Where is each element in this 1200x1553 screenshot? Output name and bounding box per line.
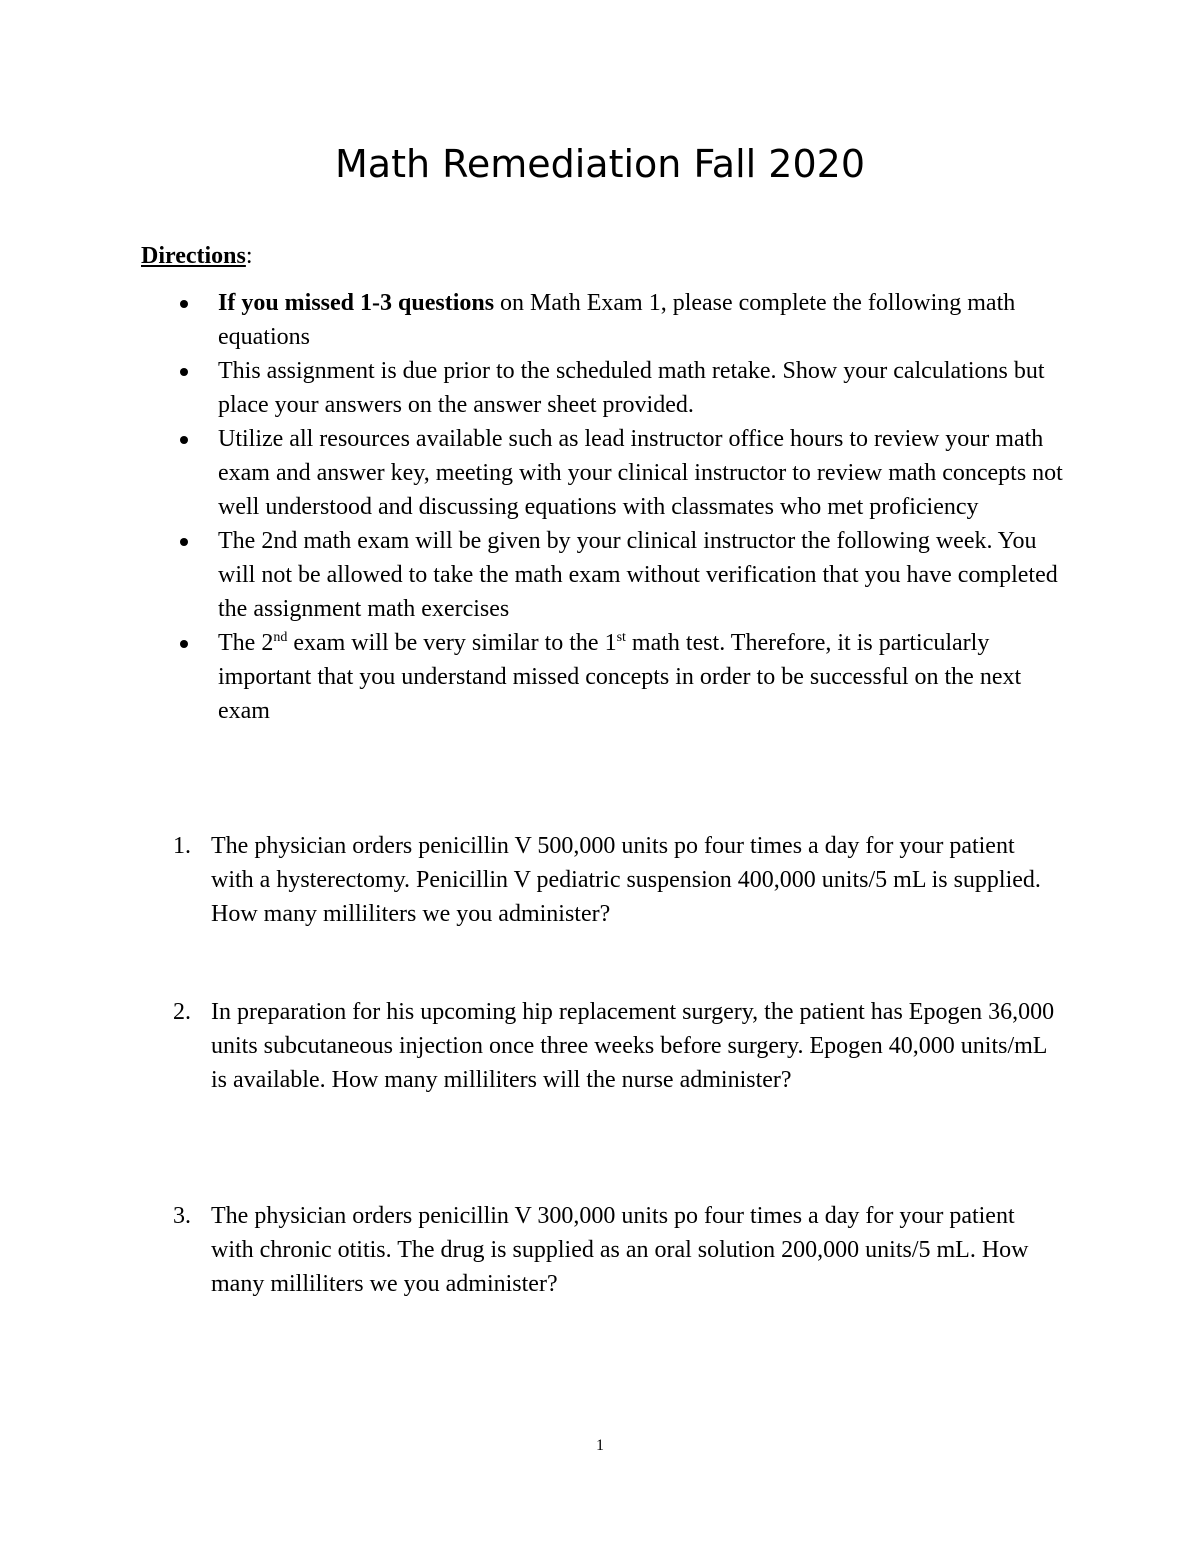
- directions-item-text-part: math test. Therefore, it is particularly important that you understand missed concepts in order to be successful on the next exam: [218, 630, 1022, 724]
- ordinal-suffix: st: [616, 630, 626, 645]
- directions-item-text-part: The 2: [218, 630, 274, 656]
- bullet-icon: [180, 538, 188, 546]
- directions-colon: :: [245, 243, 253, 269]
- directions-list: [174, 286, 1074, 728]
- bullet-icon: [180, 640, 188, 648]
- page-number: 1: [596, 1437, 604, 1454]
- directions-item-text-part: exam will be very similar to the 1: [287, 630, 617, 656]
- directions-label: Directions: [141, 243, 246, 269]
- directions-heading: [141, 241, 253, 271]
- question-text: In preparation for his upcoming hip replacement surgery, the patient has Epogen 36,000 units subcutaneous injection once three weeks before surgery. Epogen 40,000 units/mL is available. How many milliliters will the nurse administer?: [211, 999, 1055, 1093]
- question-text: The physician orders penicillin V 500,000 units po four times a day for your patient with a hysterectomy. Penicillin V pediatric suspension 400,000 units/5 mL is supplied. How many milliliters we you administer?: [211, 833, 1041, 927]
- directions-item: [174, 422, 1074, 524]
- question-text: The physician orders penicillin V 300,000 units po four times a day for your patient with chronic otitis. The drug is supplied as an oral solution 200,000 units/5 mL. How many milliliters we you administer?: [211, 1203, 1029, 1297]
- bullet-icon: [180, 300, 188, 308]
- question-item: [141, 995, 1061, 1097]
- directions-item: [174, 354, 1074, 422]
- directions-item-text: This assignment is due prior to the scheduled math retake. Show your calculations but place your answers on the answer sheet provided.: [218, 358, 1045, 418]
- bullet-icon: [180, 368, 188, 376]
- ordinal-suffix: nd: [273, 630, 288, 645]
- directions-item-text: The 2nd math exam will be given by your clinical instructor the following week. You will not be allowed to take the math exam without verification that you have completed the assignment math exercises: [218, 528, 1058, 622]
- question-item: [141, 829, 1061, 931]
- directions-item: [174, 524, 1074, 626]
- directions-item: [174, 626, 1074, 728]
- page-title: Math Remediation Fall 2020: [335, 142, 865, 186]
- question-item: [141, 1199, 1061, 1301]
- directions-item: [174, 286, 1074, 354]
- question-number: 2.: [173, 999, 191, 1025]
- question-number: 3.: [173, 1203, 191, 1229]
- directions-item-text: on Math Exam 1, please complete the following math equations: [218, 290, 1016, 350]
- bullet-icon: [180, 436, 188, 444]
- question-number: 1.: [173, 833, 191, 859]
- directions-item-text: Utilize all resources available such as lead instructor office hours to review your math exam and answer key, meeting with your clinical instructor to review math concepts not well understood and discussing equations with classmates who met proficiency: [218, 426, 1063, 520]
- directions-item-emphasis: If you missed 1-3 questions: [218, 290, 495, 316]
